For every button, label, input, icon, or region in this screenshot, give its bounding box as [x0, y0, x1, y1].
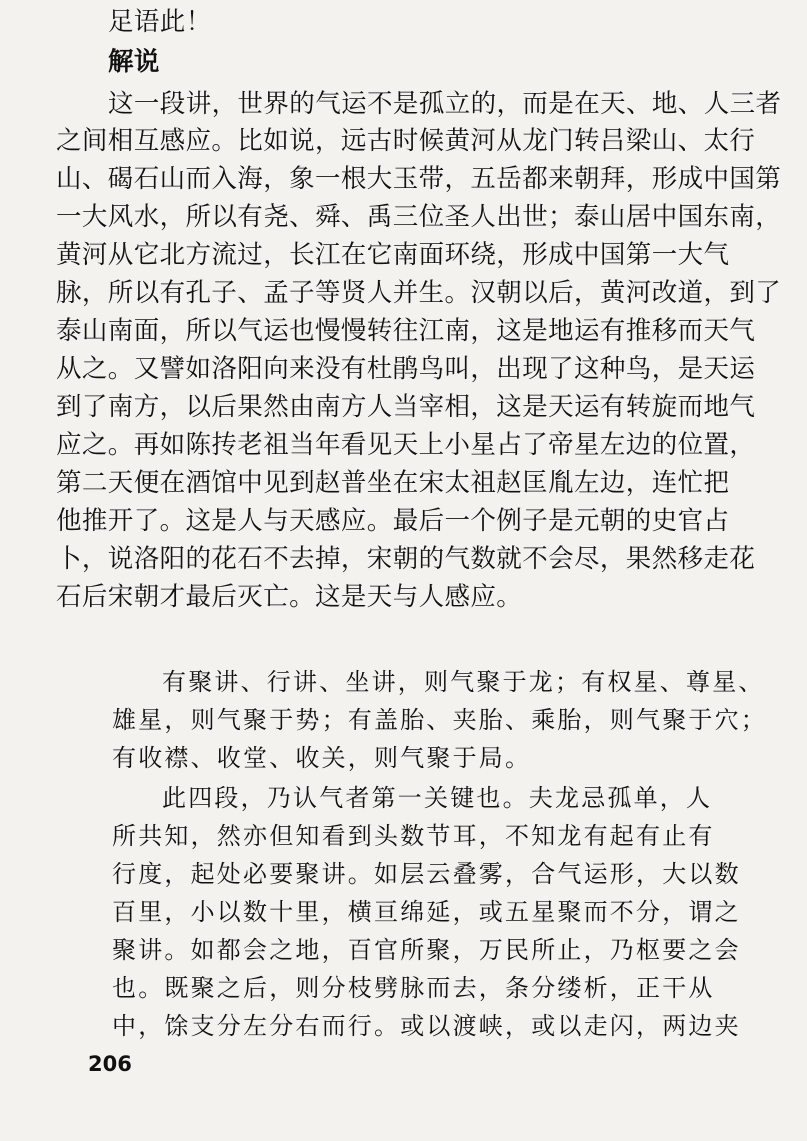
commentary-line: 泰山南面，所以气运也慢慢转往江南，这是地运有推移而天气: [56, 316, 756, 346]
annotation-line: 中，馀支分左分右而行。或以渡峡，或以走闪，两边夹: [112, 1012, 741, 1040]
annotation-line: 百里，小以数十里，横亘绵延，或五星聚而不分，谓之: [112, 898, 741, 926]
annotation-line: 行度，起处必要聚讲。如层云叠雾，合气运形，大以数: [112, 860, 741, 888]
original-text-line: 有收襟、收堂、收关，则气聚于局。: [112, 744, 532, 772]
annotation-line: 也。既聚之后，则分枝劈脉而去，条分缕析，正干从: [112, 974, 715, 1002]
commentary-line: 这一段讲，世界的气运不是孤立的，而是在天、地、人三者: [108, 89, 782, 119]
commentary-line: 一大风水，所以有尧、舜、禹三位圣人出世；泰山居中国东南，: [56, 202, 782, 232]
original-text-line: 雄星，则气聚于势；有盖胎、夹胎、乘胎，则气聚于穴；: [112, 706, 767, 734]
commentary-line: 黄河从它北方流过，长江在它南面环绕，形成中国第一大气: [56, 240, 730, 270]
header-line: 足语此！: [108, 7, 212, 37]
commentary-line: 卜，说洛阳的花石不去掉，宋朝的气数就不会尽，果然移走花: [56, 544, 756, 574]
page-number: 206: [88, 1052, 132, 1076]
original-text-line: 有聚讲、行讲、坐讲，则气聚于龙；有权星、尊星、: [162, 668, 765, 696]
annotation-line: 此四段，乃认气者第一关键也。夫龙忌孤单，人: [162, 784, 713, 812]
commentary-line: 之间相互感应。比如说，远古时候黄河从龙门转吕梁山、太行: [56, 126, 756, 156]
commentary-line: 石后宋朝才最后灭亡。这是天与人感应。: [56, 582, 523, 612]
commentary-line: 从之。又譬如洛阳向来没有杜鹃鸟叫，出现了这种鸟，是天运: [56, 354, 756, 384]
commentary-line: 第二天便在酒馆中见到赵普坐在宋太祖赵匡胤左边，连忙把: [56, 468, 730, 498]
commentary-line: 他推开了。这是人与天感应。最后一个例子是元朝的史官占: [56, 506, 730, 536]
commentary-line: 到了南方，以后果然由南方人当宰相，这是天运有转旋而地气: [56, 392, 756, 422]
annotation-line: 聚讲。如都会之地，百官所聚，万民所止，乃枢要之会: [112, 936, 741, 964]
commentary-line: 应之。再如陈抟老祖当年看见天上小星占了帝星左边的位置，: [56, 430, 756, 460]
commentary-line: 山、碣石山而入海，象一根大玉带，五岳都来朝拜，形成中国第: [56, 164, 782, 194]
annotation-line: 所共知，然亦但知看到头数节耳，不知龙有起有止有: [112, 822, 715, 850]
section-title: 解说: [108, 47, 160, 77]
commentary-line: 脉，所以有孔子、孟子等贤人并生。汉朝以后，黄河改道，到了: [56, 278, 782, 308]
